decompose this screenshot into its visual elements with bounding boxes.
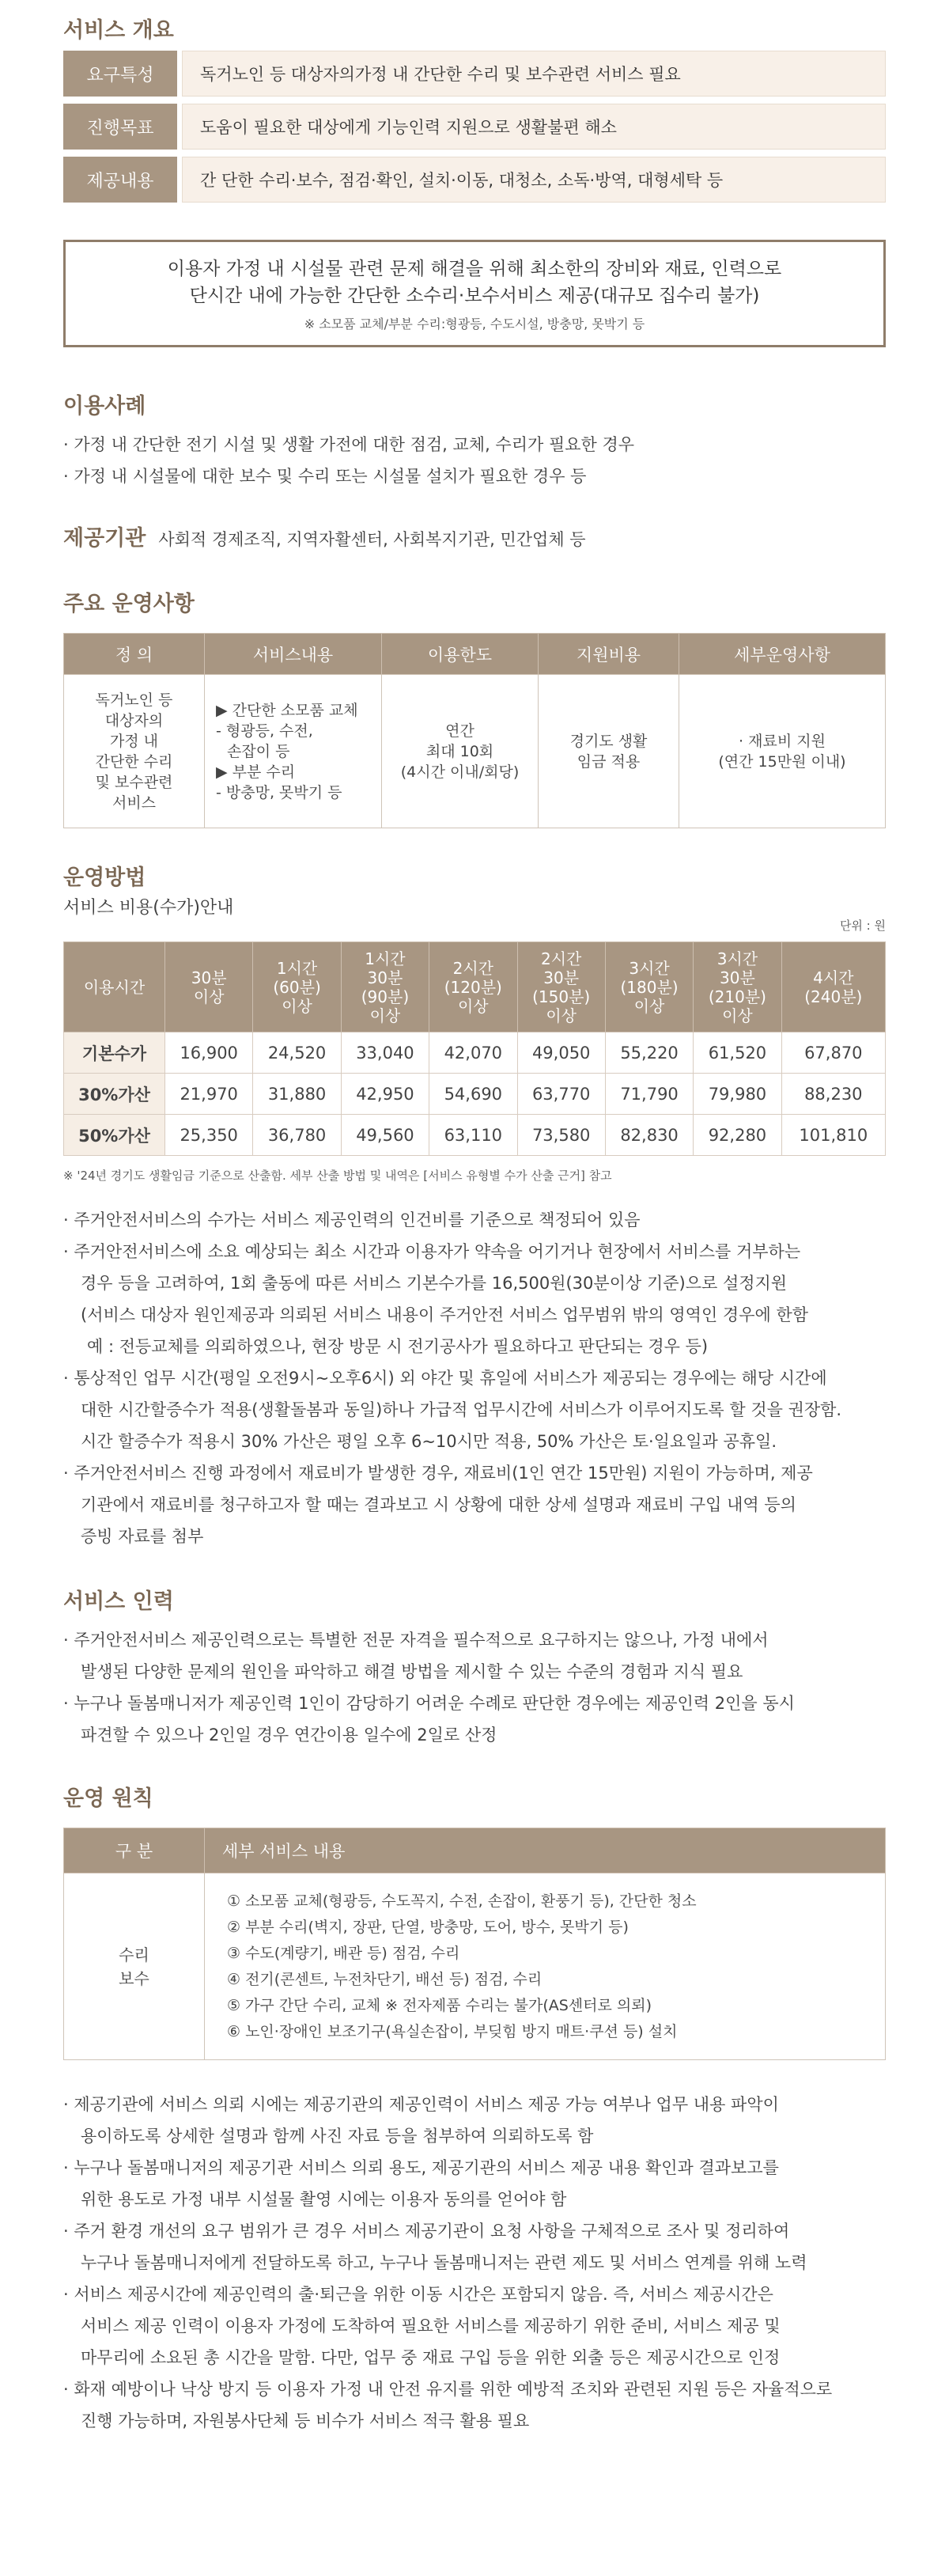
table-cell: 31,880 — [253, 1074, 341, 1115]
overview-row — [63, 157, 886, 203]
cell-line: 간단한 수리 — [95, 752, 173, 771]
overview-row-value: 도움이 필요한 대상에게 기능인력 지원으로 생활불편 해소 — [182, 104, 886, 150]
table-header: 2시간 30분 (150분) 이상 — [517, 942, 605, 1032]
table-cell: 42,070 — [429, 1032, 517, 1074]
cell-line: 가정 내 — [109, 732, 159, 750]
table-header: 2시간 (120분) 이상 — [429, 942, 517, 1032]
cell-line: - 형광등, 수전, — [216, 722, 313, 740]
table-cell: 42,950 — [341, 1074, 429, 1115]
table-row — [64, 1032, 886, 1074]
table-header: 3시간 (180분) 이상 — [605, 942, 693, 1032]
provider-section — [63, 521, 886, 551]
table-header: 이용한도 — [382, 634, 539, 675]
cases-title: 이용사례 — [63, 394, 146, 419]
provider-title: 제공기관 — [63, 526, 146, 551]
cell-line: ▶ 간단한 소모품 교체 — [216, 701, 358, 719]
cell-line: (연간 15만원 이내) — [718, 752, 846, 771]
table-cell: 16,900 — [165, 1032, 253, 1074]
list-item: · 통상적인 업무 시간(평일 오전9시~오후6시) 외 야간 및 휴일에 서비스가 제공되는 경우에는 해당 시간에 대한 시간할증수가 적용(생활돌봄과 동일)하나 가급적 업무시간에 서비스가 이루어지도록 할 것을 권장함. 시간 할증수가 적용시 30% 가산은 평일 오후 6~10시만 적용, 50% 가산은 토·일요일과 공휴일. — [63, 1362, 886, 1457]
callout-note: ※ 소모품 교체/부분 수리:형광등, 수도시설, 방충망, 못박기 등 — [304, 316, 645, 331]
table-cell: 25,350 — [165, 1115, 253, 1156]
limit-cell — [382, 675, 539, 828]
cell-line: 손잡이 등 — [227, 742, 290, 760]
table-header-row — [64, 942, 886, 1032]
table-cell: 67,870 — [781, 1032, 885, 1074]
detail-cell — [679, 675, 886, 828]
unit-label: 단위 : 원 — [839, 919, 886, 933]
table-cell: 49,050 — [517, 1032, 605, 1074]
table-cell: 88,230 — [781, 1074, 885, 1115]
cell-line: ▶ 부분 수리 — [216, 763, 296, 781]
cost-footnote: ※ '24년 경기도 생활임금 기준으로 산출함. 세부 산출 방법 및 내역은 [서비스 유형별 수가 산출 근거] 참고 — [63, 1169, 612, 1183]
table-header: 서비스내용 — [205, 634, 382, 675]
provider-text: 사회적 경제조직, 지역자활센터, 사회복지기관, 민간업체 등 — [158, 530, 586, 549]
overview-row — [63, 104, 886, 150]
table-cell: 55,220 — [605, 1032, 693, 1074]
table-header: 1시간 30분 (90분) 이상 — [341, 942, 429, 1032]
cases-list — [63, 429, 886, 492]
list-item: · 누구나 돌봄매니저가 제공인력 1인이 감당하기 어려운 수례로 판단한 경우에는 제공인력 2인을 동시 파견할 수 있으나 2인일 경우 연간이용 일수에 2일로 산정 — [63, 1688, 886, 1751]
table-cell: 24,520 — [253, 1032, 341, 1074]
table-cell: 61,520 — [694, 1032, 781, 1074]
cell-line: 서비스 — [112, 794, 157, 812]
table-header: 구 분 — [64, 1828, 205, 1873]
table-header: 이용시간 — [64, 942, 165, 1032]
cell-line: 임금 적용 — [577, 752, 641, 771]
list-item: ① 소모품 교체(형광등, 수도꼭지, 수전, 손잡이, 환풍기 등), 간단한 청소 — [227, 1892, 697, 1910]
service-content-cell — [205, 675, 382, 828]
table-header-row — [64, 1828, 886, 1873]
list-item: ⑥ 노인·장애인 보조기구(욕실손잡이, 부딪힘 방지 매트·쿠션 등) 설치 — [227, 2022, 678, 2040]
table-header: 3시간 30분 (210분) 이상 — [694, 942, 781, 1032]
overview-callout — [63, 240, 886, 347]
overview-row-label: 제공내용 — [63, 157, 177, 203]
table-header: 세부 서비스 내용 — [205, 1828, 886, 1873]
definition-cell — [64, 675, 205, 828]
service-items-cell — [205, 1873, 886, 2060]
list-item: · 주거안전서비스의 수가는 서비스 제공인력의 인건비를 기준으로 책정되어 있음 — [63, 1204, 886, 1236]
list-item: · 누구나 돌봄매니저의 제공기관 서비스 의뢰 용도, 제공기관의 서비스 제공 내용 확인과 결과보고를 위한 용도로 가정 내부 시설물 촬영 시에는 이용자 동의를 얻어야 함 — [63, 2152, 886, 2215]
table-row — [64, 1074, 886, 1115]
cell-line: 경기도 생활 — [569, 732, 648, 750]
table-cell: 63,770 — [517, 1074, 605, 1115]
table-cell: 82,830 — [605, 1115, 693, 1156]
table-header: 30분 이상 — [165, 942, 253, 1032]
list-item: · 주거 환경 개선의 요구 범위가 큰 경우 서비스 제공기관이 요청 사항을 구체적으로 조사 및 정리하여 누구나 돌봄매니저에게 전달하도록 하고, 누구나 돌봄매니저는 관련 제도 및 서비스 연계를 위해 노력 — [63, 2215, 886, 2279]
list-item: · 가정 내 시설물에 대한 보수 및 수리 또는 시설물 설치가 필요한 경우 등 — [63, 460, 886, 492]
table-header: 세부운영사항 — [679, 634, 886, 675]
list-item: ③ 수도(계량기, 배관 등) 점검, 수리 — [227, 1944, 460, 1962]
list-item: ② 부분 수리(벽지, 장판, 단열, 방충망, 도어, 방수, 못박기 등) — [227, 1918, 629, 1936]
operations-table — [63, 633, 886, 828]
cell-line: · 재료비 지원 — [739, 732, 826, 750]
overview-title: 서비스 개요 — [63, 18, 174, 43]
category-cell: 수리 보수 — [64, 1873, 205, 2060]
cell-line: 및 보수관련 — [95, 773, 173, 791]
overview-row-label: 진행목표 — [63, 104, 177, 150]
list-item: · 화재 예방이나 낙상 방지 등 이용자 가정 내 안전 유지를 위한 예방적 조치와 관련된 지원 등은 자율적으로 진행 가능하며, 자원봉사단체 등 비수가 서비스 적극 활용 필요 — [63, 2373, 886, 2437]
table-cell: 54,690 — [429, 1074, 517, 1115]
overview-table — [63, 51, 886, 203]
table-cell: 21,970 — [165, 1074, 253, 1115]
table-cell: 63,110 — [429, 1115, 517, 1156]
overview-row — [63, 51, 886, 97]
manpower-title: 서비스 인력 — [63, 1589, 174, 1614]
table-row — [64, 1873, 886, 2060]
principles-title: 운영 원칙 — [63, 1786, 153, 1811]
table-header: 지원비용 — [539, 634, 679, 675]
list-item: ④ 전기(콘센트, 누전차단기, 배선 등) 점검, 수리 — [227, 1970, 543, 1988]
list-item: · 주거안전서비스 제공인력으로는 특별한 전문 자격을 필수적으로 요구하지는 않으나, 가정 내에서 발생된 다양한 문제의 원인을 파악하고 해결 방법을 제시할 수 있는 수준의 경험과 지식 필요 — [63, 1624, 886, 1688]
table-header: 정 의 — [64, 634, 205, 675]
row-header: 50%가산 — [64, 1115, 165, 1156]
table-row — [64, 1115, 886, 1156]
callout-line: 단시간 내에 가능한 간단한 소수리·보수서비스 제공(대규모 집수리 불가) — [189, 285, 760, 306]
cell-line: - 방충망, 못박기 등 — [216, 783, 342, 801]
table-cell: 49,560 — [341, 1115, 429, 1156]
table-header: 1시간 (60분) 이상 — [253, 942, 341, 1032]
cost-table — [63, 941, 886, 1156]
cell-line: (4시간 이내/회당) — [400, 763, 520, 781]
table-row — [64, 675, 886, 828]
cell-line: 대상자의 — [104, 711, 164, 729]
overview-row-value: 간 단한 수리·보수, 점검·확인, 설치·이동, 대청소, 소독·방역, 대형세탁 등 — [182, 157, 886, 203]
list-item: · 주거안전서비스 진행 과정에서 재료비가 발생한 경우, 재료비(1인 연간 15만원) 지원이 가능하며, 제공 기관에서 재료비를 청구하고자 할 때는 결과보고 시 상황에 대한 상세 설명과 재료비 구입 내역 등의 증빙 자료를 첨부 — [63, 1457, 886, 1552]
cost-cell — [539, 675, 679, 828]
operations-title: 주요 운영사항 — [63, 592, 195, 616]
table-cell: 36,780 — [253, 1115, 341, 1156]
table-header-row — [64, 634, 886, 675]
row-header: 기본수가 — [64, 1032, 165, 1074]
table-cell: 71,790 — [605, 1074, 693, 1115]
row-header: 30%가산 — [64, 1074, 165, 1115]
table-cell: 33,040 — [341, 1032, 429, 1074]
cell-line: 연간 — [445, 722, 475, 740]
table-cell: 92,280 — [694, 1115, 781, 1156]
list-item: ⑤ 가구 간단 수리, 교체 ※ 전자제품 수리는 불가(AS센터로 의뢰) — [227, 1996, 652, 2014]
callout-line: 이용자 가정 내 시설물 관련 문제 해결을 위해 최소한의 장비와 재료, 인력으로 — [167, 258, 782, 279]
overview-row-value: 독거노인 등 대상자의가정 내 간단한 수리 및 보수관련 서비스 필요 — [182, 51, 886, 97]
method-subtitle: 서비스 비용(수가)안내 — [63, 898, 234, 918]
list-item: · 주거안전서비스에 소요 예상되는 최소 시간과 이용자가 약속을 어기거나 현장에서 서비스를 거부하는 경우 등을 고려하여, 1회 출동에 따른 서비스 기본수가를 16,500원(30분이상 기준)으로 설정지원 (서비스 대상자 원인제공과 의뢰된 서비스 내용이 주거안전 서비스 업무범위 밖의 영역인 경우에 한함 예 : 전등교체를 의뢰하였으나, 현장 방문 시 전기공사가 필요하다고 판단되는 경우 등) — [63, 1236, 886, 1362]
table-header: 4시간 (240분) — [781, 942, 885, 1032]
table-cell: 101,810 — [781, 1115, 885, 1156]
table-cell: 73,580 — [517, 1115, 605, 1156]
cell-line: 최대 10회 — [425, 742, 494, 760]
manpower-bullets — [63, 1624, 886, 1751]
list-item: · 서비스 제공시간에 제공인력의 출·퇴근을 위한 이동 시간은 포함되지 않음. 즉, 서비스 제공시간은 서비스 제공 인력이 이용자 가정에 도착하여 필요한 서비스를 제공하기 위한 준비, 서비스 제공 및 마무리에 소요된 총 시간을 말함. 다만, 업무 중 재료 구입 등을 위한 외출 등은 제공시간으로 인정 — [63, 2279, 886, 2373]
list-item: · 가정 내 간단한 전기 시설 및 생활 가전에 대한 점검, 교체, 수리가 필요한 경우 — [63, 429, 886, 460]
method-title: 운영방법 — [63, 866, 146, 890]
cell-line: 독거노인 등 — [95, 691, 173, 709]
overview-row-label: 요구특성 — [63, 51, 177, 97]
principles-bullets — [63, 2089, 886, 2437]
method-bullets — [63, 1204, 886, 1552]
list-item: · 제공기관에 서비스 의뢰 시에는 제공기관의 제공인력이 서비스 제공 가능 여부나 업무 내용 파악이 용이하도록 상세한 설명과 함께 사진 자료 등을 첨부하여 의뢰하도록 함 — [63, 2089, 886, 2152]
table-cell: 79,980 — [694, 1074, 781, 1115]
principles-table — [63, 1828, 886, 2060]
